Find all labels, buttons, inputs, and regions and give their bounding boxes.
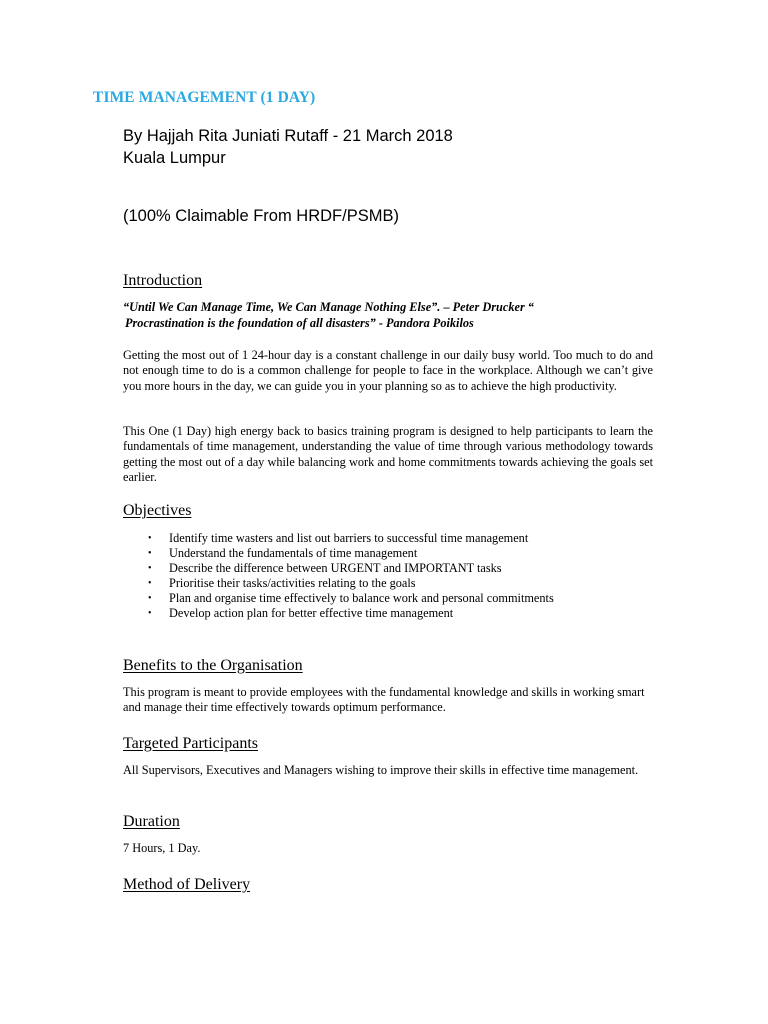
author-byline: By Hajjah Rita Juniati Rutaff - 21 March 2018: [123, 127, 453, 145]
objective-text: Prioritise their tasks/activities relating to the goals: [169, 576, 416, 590]
participants-text: All Supervisors, Executives and Managers wishing to improve their skills in effective time management.: [123, 763, 639, 777]
document-title: TIME MANAGEMENT (1 DAY): [93, 89, 316, 106]
objective-item: [123, 591, 554, 606]
bullet-icon: •: [148, 563, 152, 574]
bullet-icon: •: [148, 593, 152, 604]
objective-text: Describe the difference between URGENT and IMPORTANT tasks: [169, 561, 502, 575]
claimable-note: (100% Claimable From HRDF/PSMB): [123, 207, 399, 225]
quote-line-1: “Until We Can Manage Time, We Can Manage Nothing Else”. – Peter Drucker “: [123, 300, 534, 314]
bullet-icon: •: [148, 548, 152, 559]
introduction-quote: [123, 300, 643, 331]
delivery-heading: Method of Delivery: [123, 876, 251, 893]
objective-text: Develop action plan for better effective time management: [169, 606, 454, 620]
benefits-heading: Benefits to the Organisation: [123, 657, 303, 674]
objectives-heading: Objectives: [123, 502, 192, 519]
objective-item: [123, 561, 554, 576]
objective-item: [123, 531, 554, 546]
objective-text: Understand the fundamentals of time management: [169, 546, 418, 560]
objective-text: Identify time wasters and list out barriers to successful time management: [169, 531, 529, 545]
introduction-paragraph-1: Getting the most out of 1 24-hour day is a constant challenge in our daily busy world. Too much to do and not enough time to do is a common challenge for people to face in the workplace. Although we can’t give you more hours in the day, we can guide you in your planning so as to achieve the high productivity.: [123, 348, 653, 393]
duration-text: 7 Hours, 1 Day.: [123, 841, 201, 855]
benefits-text: This program is meant to provide employees with the fundamental knowledge and skills in working smart and manage their time effectively towards optimum performance.: [123, 685, 645, 715]
bullet-icon: •: [148, 533, 152, 544]
objective-item: [123, 546, 554, 561]
participants-heading: Targeted Participants: [123, 735, 258, 752]
duration-heading: Duration: [123, 813, 180, 830]
objectives-list: [123, 531, 554, 621]
objective-text: Plan and organise time effectively to balance work and personal commitments: [169, 591, 554, 605]
bullet-icon: •: [148, 578, 152, 589]
objective-item: [123, 606, 554, 621]
objective-item: [123, 576, 554, 591]
event-location: Kuala Lumpur: [123, 149, 226, 167]
bullet-icon: •: [148, 608, 152, 619]
introduction-heading: Introduction: [123, 272, 203, 289]
introduction-paragraph-2: This One (1 Day) high energy back to basics training program is designed to help participants to learn the fundamentals of time management, understanding the value of time through various methodology towards getting the most out of a day while balancing work and home commitments towards achieving the goals set earlier.: [123, 424, 653, 484]
quote-line-2: Procrastination is the foundation of all disasters” - Pandora Poikilos: [125, 315, 474, 330]
